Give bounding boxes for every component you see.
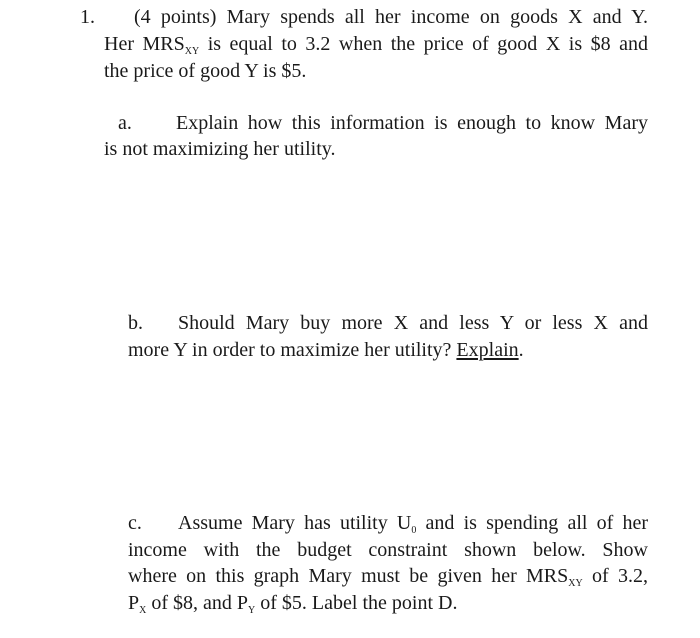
part-c-line-1 bbox=[178, 510, 648, 536]
question-number: 1. bbox=[80, 6, 95, 28]
question-line-2-rest: is equal to 3.2 when the price of good X is $8 and bbox=[199, 33, 648, 55]
part-b-label: b. bbox=[128, 312, 143, 334]
mrs-text: Her MRS bbox=[104, 33, 185, 55]
part-b-line-2 bbox=[128, 337, 524, 363]
px-text: P bbox=[128, 592, 140, 614]
part-b-line-1: Should Mary buy more X and less Y or less X and bbox=[178, 312, 648, 334]
explain-underlined: Explain bbox=[456, 339, 519, 361]
part-b-line-2-text: more Y in order to maximize her utility? bbox=[128, 339, 457, 361]
part-b-line-2-end: . bbox=[518, 339, 524, 361]
part-c-mrs-text: where on this graph Mary must be given her MRS bbox=[128, 565, 569, 587]
question-line-2 bbox=[104, 31, 648, 57]
question-line-3: the price of good Y is $5. bbox=[104, 60, 307, 82]
part-a-label: a. bbox=[118, 112, 132, 134]
px-subscript: X bbox=[139, 605, 147, 616]
price-x-text: of $8, and P bbox=[146, 592, 249, 614]
mrs-subscript: XY bbox=[184, 46, 200, 57]
part-c-mrs-subscript: XY bbox=[568, 578, 583, 589]
part-c-line-3-rest: of 3.2, bbox=[582, 565, 648, 587]
question-line-1: (4 points) Mary spends all her income on goods X and Y. bbox=[134, 6, 648, 28]
py-subscript: Y bbox=[248, 605, 256, 616]
part-a-line-2: is not maximizing her utility. bbox=[104, 138, 336, 160]
part-c-label: c. bbox=[128, 512, 142, 534]
part-c-line-2: income with the budget constraint shown below. Show bbox=[128, 539, 648, 561]
price-y-text: of $5. Label the point D. bbox=[255, 592, 458, 614]
part-c-line-4 bbox=[128, 590, 457, 616]
utility-text: Assume Mary has utility U bbox=[178, 512, 412, 534]
part-c-line-3 bbox=[128, 563, 648, 589]
part-a-line-1: Explain how this information is enough to know Mary bbox=[176, 112, 648, 134]
part-c-line-1-rest: and is spending all of her bbox=[416, 512, 648, 534]
utility-subscript: 0 bbox=[411, 525, 417, 536]
